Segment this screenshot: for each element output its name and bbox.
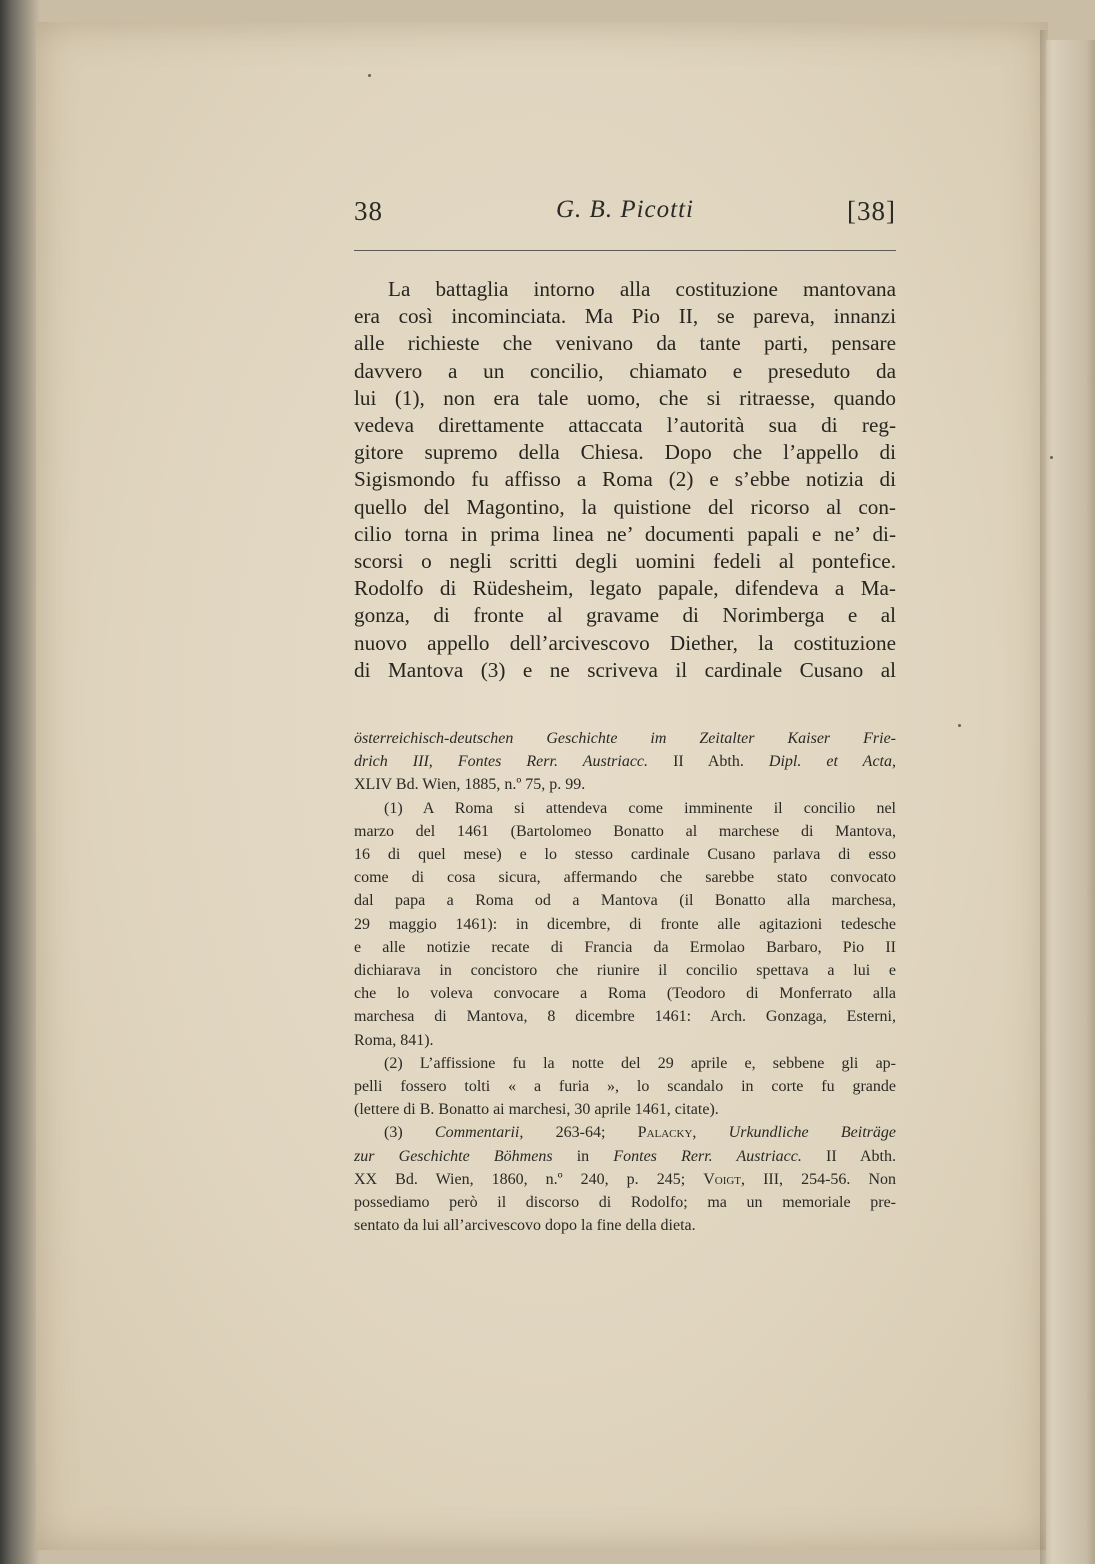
footnote-line: drich III, Fontes Rerr. Austriacc. II Abth. Dipl. et Acta, (354, 753, 896, 771)
footnote-1-line: marchesa di Mantova, 8 dicembre 1461: Arch. Gonzaga, Esterni, (354, 1008, 896, 1026)
text-line: Rodolfo di Rüdesheim, legato papale, difendeva a Ma- (354, 576, 896, 601)
page-number-left: 38 (354, 196, 383, 226)
text-line: di Mantova (3) e ne scriveva il cardinale Cusano al (354, 657, 896, 682)
footnote-1-line: dichiarava in concistoro che riunire il concilio spettava a lui e (354, 962, 896, 980)
text-line: nuovo appello dell’arcivescovo Diether, la costituzione (354, 630, 896, 655)
footnote-1-line: dal papa a Roma od a Mantova (il Bonatto alla marchesa, (354, 892, 896, 910)
footnote-1-line: Roma, 841). (354, 1031, 434, 1049)
footnote-3-line: sentato da lui all’arcivescovo dopo la fine della dieta. (354, 1217, 696, 1235)
main-text (354, 276, 896, 684)
footnote-line: österreichisch-deutschen Geschichte im Zeitalter Kaiser Frie- (354, 730, 896, 747)
footnote-1-line: come di cosa sicura, affermando che sarebbe stato convocato (354, 869, 896, 887)
footnotes (354, 727, 896, 1237)
running-title: G. B. Picotti (556, 196, 694, 223)
footnote-1-line: che lo voleva convocare a Roma (Teodoro di Monferrato alla (354, 985, 896, 1003)
text-line: gitore supremo della Chiesa. Dopo che l’appello di (354, 440, 896, 465)
footnote-1-line: e alle notizie recate di Francia da Ermolao Barbaro, Pio II (354, 938, 896, 956)
paper-speck (958, 724, 961, 727)
text-line: gonza, di fronte al gravame di Norimberga e al (354, 603, 896, 628)
footnote-1-line: (1) A Roma si attendeva come imminente il concilio nel (384, 799, 896, 817)
text-line: vedeva direttamente attaccata l’autorità sua di reg- (354, 413, 896, 438)
text-line: quello del Magontino, la quistione del ricorso al con- (354, 494, 896, 519)
page-number-right: [38] (847, 196, 896, 226)
header-rule (354, 250, 896, 251)
footnote-1-line: 16 di quel mese) e lo stesso cardinale Cusano parlava di esso (354, 846, 896, 864)
paper-speck (368, 74, 371, 77)
footnote-3-line: XX Bd. Wien, 1860, n.º 240, p. 245; Voigt, III, 254-56. Non (354, 1170, 897, 1188)
footnote-2-line: (2) L’affissione fu la notte del 29 aprile e, sebbene gli ap- (384, 1054, 896, 1072)
text-line: davvero a un concilio, chiamato e preseduto da (354, 358, 896, 383)
footnote-2-line: (lettere di B. Bonatto ai marchesi, 30 aprile 1461, citate). (354, 1101, 719, 1119)
text-line: La battaglia intorno alla costituzione mantovana (388, 277, 896, 301)
paper-speck (1050, 456, 1053, 459)
text-line: cilio torna in prima linea ne’ documenti papali e ne’ di- (354, 521, 896, 546)
text-line: scorsi o negli scritti degli uomini fedeli al pontefice. (354, 549, 896, 574)
footnote-2-line: pelli fossero tolti « a furia », lo scandalo in corte fu grande (354, 1078, 896, 1096)
text-line: Sigismondo fu affisso a Roma (2) e s’ebbe notizia di (354, 467, 896, 492)
page-header (354, 196, 896, 244)
footnote-3-line: zur Geschichte Böhmens in Fontes Rerr. Austriacc. II Abth. (354, 1147, 896, 1165)
footnote-3-line: (3) Commentarii, 263-64; Palacky, Urkundliche Beiträge (384, 1124, 896, 1142)
text-line: lui (1), non era tale uomo, che si ritraesse, quando (354, 385, 896, 410)
next-page-edge (1046, 40, 1095, 1564)
footnote-1-line: 29 maggio 1461): in dicembre, di fronte alle agitazioni tedesche (354, 915, 896, 933)
footnote-1-line: marzo del 1461 (Bartolomeo Bonatto al marchese di Mantova, (354, 822, 896, 840)
footnote-line: XLIV Bd. Wien, 1885, n.º 75, p. 99. (354, 776, 586, 794)
footnote-3-line: possediamo però il discorso di Rodolfo; ma un memoriale pre- (354, 1194, 896, 1212)
text-line: era così incominciata. Ma Pio II, se pareva, innanzi (354, 304, 896, 329)
text-line: alle richieste che venivano da tante parti, pensare (354, 331, 896, 356)
